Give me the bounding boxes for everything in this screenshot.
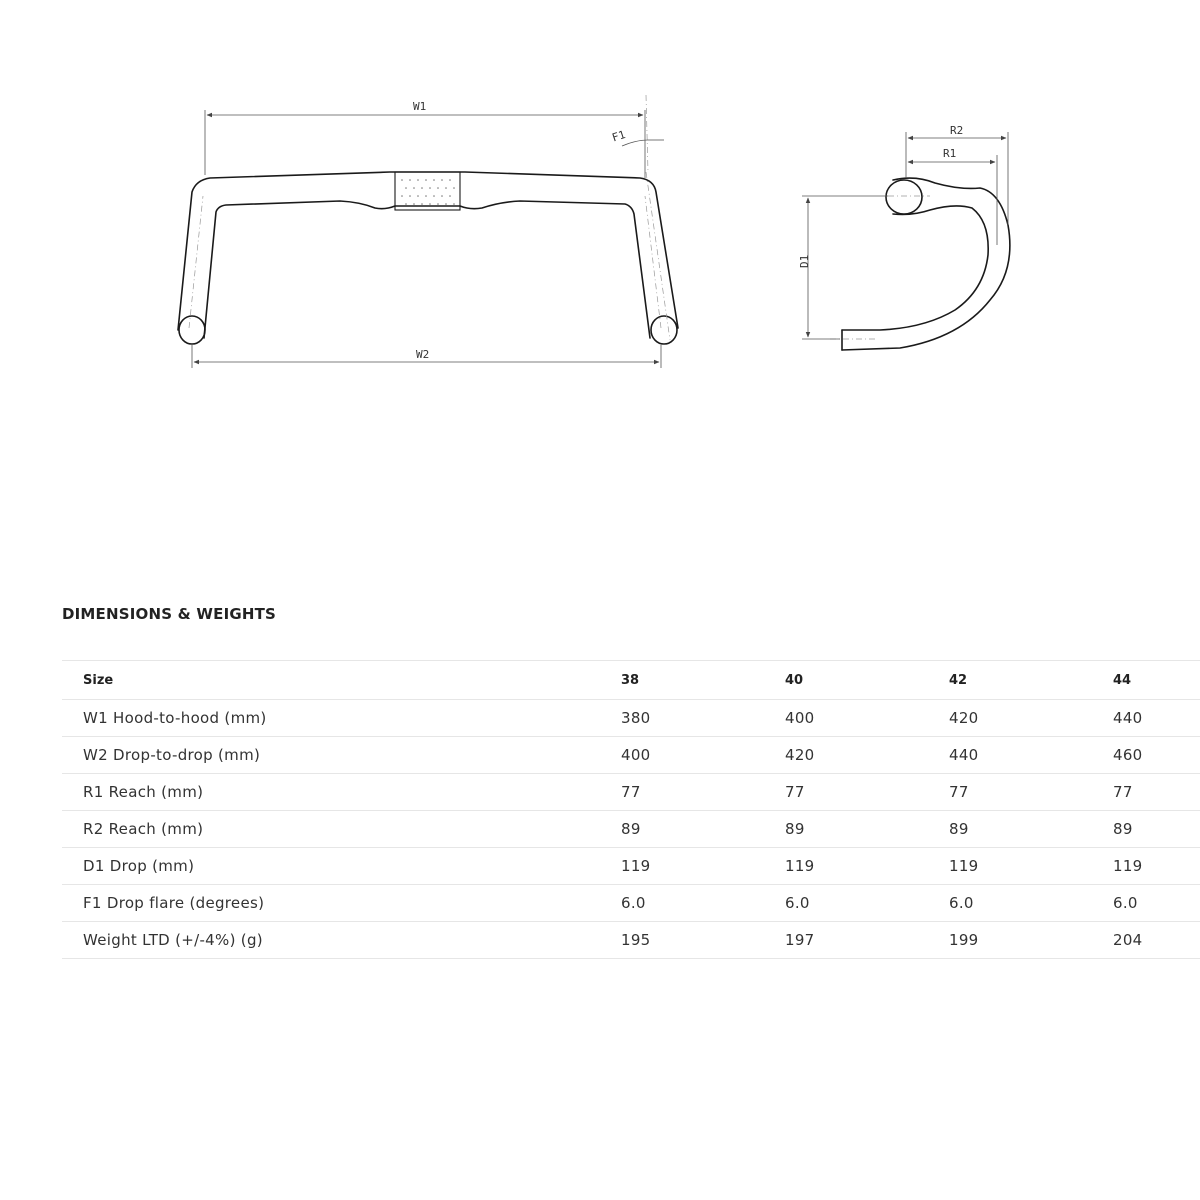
table-row — [62, 774, 1200, 811]
table-cell: 89 — [949, 820, 969, 838]
side-view-drawing — [798, 124, 1010, 350]
w2-label: W2 — [416, 348, 430, 361]
dimensions-table — [62, 660, 1200, 959]
front-view-drawing — [178, 95, 678, 368]
table-cell: 77 — [621, 783, 641, 801]
table-cell: 400 — [785, 709, 815, 727]
table-cell: 77 — [949, 783, 969, 801]
table-cell: 119 — [1113, 857, 1143, 875]
column-header-size-38: 38 — [621, 672, 640, 688]
table-cell: 6.0 — [621, 894, 646, 912]
row-label: R1 Reach (mm) — [83, 783, 204, 801]
table-cell: 6.0 — [949, 894, 974, 912]
clamp-zone — [395, 172, 460, 210]
table-cell: 204 — [1113, 931, 1143, 949]
table-row — [62, 885, 1200, 922]
table-cell: 77 — [785, 783, 805, 801]
table-row — [62, 922, 1200, 959]
table-cell: 89 — [621, 820, 641, 838]
table-cell: 119 — [949, 857, 979, 875]
table-cell: 420 — [949, 709, 979, 727]
section-title: DIMENSIONS & WEIGHTS — [62, 605, 277, 623]
table-row — [62, 737, 1200, 774]
row-label: W1 Hood-to-hood (mm) — [83, 709, 267, 727]
table-cell: 197 — [785, 931, 815, 949]
row-label: F1 Drop flare (degrees) — [83, 894, 265, 912]
w1-label: W1 — [413, 100, 427, 113]
column-header-size: Size — [83, 672, 114, 688]
column-header-size-44: 44 — [1113, 672, 1132, 688]
d1-label: D1 — [798, 254, 811, 268]
r2-label: R2 — [950, 124, 964, 137]
f1-label: F1 — [610, 128, 628, 145]
table-cell: 119 — [621, 857, 651, 875]
r1-label: R1 — [943, 147, 957, 160]
table-row — [62, 811, 1200, 848]
table-cell: 77 — [1113, 783, 1133, 801]
right-drop-end — [651, 316, 677, 344]
row-label: R2 Reach (mm) — [83, 820, 204, 838]
table-cell: 6.0 — [785, 894, 810, 912]
table-cell: 400 — [621, 746, 651, 764]
table-cell: 119 — [785, 857, 815, 875]
table-cell: 440 — [1113, 709, 1143, 727]
table-cell: 6.0 — [1113, 894, 1138, 912]
table-cell: 199 — [949, 931, 979, 949]
row-label: D1 Drop (mm) — [83, 857, 195, 875]
left-drop-end — [179, 316, 205, 344]
table-cell: 89 — [1113, 820, 1133, 838]
table-cell: 440 — [949, 746, 979, 764]
column-header-size-42: 42 — [949, 672, 968, 688]
table-cell: 420 — [785, 746, 815, 764]
row-label: W2 Drop-to-drop (mm) — [83, 746, 261, 764]
table-header-row — [62, 661, 1200, 700]
table-cell: 380 — [621, 709, 651, 727]
table-cell: 460 — [1113, 746, 1143, 764]
column-header-size-40: 40 — [785, 672, 804, 688]
hood-end — [886, 180, 922, 214]
row-label: Weight LTD (+/-4%) (g) — [83, 931, 263, 949]
table-cell: 195 — [621, 931, 651, 949]
table-cell: 89 — [785, 820, 805, 838]
handlebar-diagram — [0, 0, 1200, 420]
table-row — [62, 700, 1200, 737]
table-row — [62, 848, 1200, 885]
